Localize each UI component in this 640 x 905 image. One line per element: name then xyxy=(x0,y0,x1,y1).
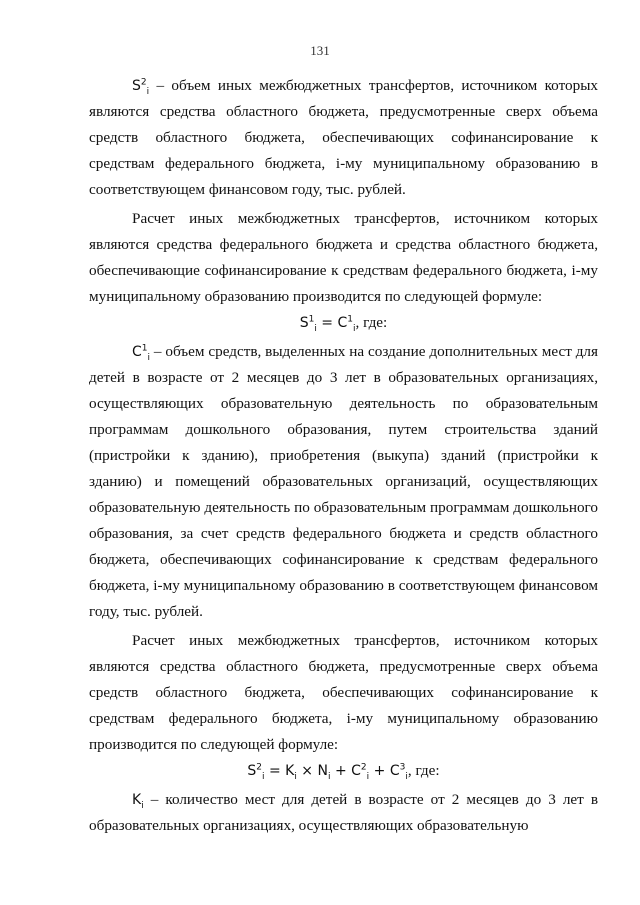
paragraph-text: – объем средств, выделенных на создание дополнительных мест для детей в возрасте от 2 месяцев до 3 лет в образовательных организациях, осуществляющих образовательную деятельность по образовательным программам дошкольного образования, путем строительства зданий (пристройки к зданию), приобретения (выкупа) зданий (пристройки к зданию) и помещений образовательных организаций, осуществляющих образовательную деятельность по образовательным программам дошкольного образования, за счет средств федерального бюджета и средств областного бюджета, обеспечивающих софинансирование к средствам федерального бюджета, i-му муниципальному образованию в соответствующем финансовом году, тыс. рублей. xyxy=(89,343,598,620)
paragraph-c1-definition xyxy=(89,339,598,625)
symbol-s: $S^2_i$ xyxy=(132,77,150,97)
symbol-c: $C^1_i$ xyxy=(132,343,151,363)
page-number: 131 xyxy=(310,43,330,58)
paragraph-text: – количество мест для детей в возрасте от 2 месяцев до 3 лет в образовательных организациях, осуществляющих образовательную xyxy=(89,791,598,834)
formula-s1: $S^1_i = C^1_i$, где: xyxy=(299,314,388,334)
symbol-k: $K_i$ xyxy=(132,792,144,811)
paragraph-calculation-intro-2: Расчет иных межбюджетных трансфертов, источником которых являются средства областного бюджета, предусмотренные сверх объема средств областного бюджета, обеспечивающих софинансирование к средствам федерального бюджета, i-му муниципальному образованию производится по следующей формуле: xyxy=(89,632,598,753)
document-body xyxy=(89,73,598,839)
paragraph-calculation-intro-1: Расчет иных межбюджетных трансфертов, источником которых являются средства федерального бюджета и средства областного бюджета, обеспечивающие софинансирование к средствам федерального бюджета, i-му муниципальному образованию производится по следующей формуле: xyxy=(89,210,598,305)
paragraph-k-definition xyxy=(89,787,598,839)
paragraph-s2-definition xyxy=(89,73,598,203)
formula-s2: $S^2_i = K_i \times N_i + C^2_i + C^3_i$, где: xyxy=(247,762,440,782)
paragraph-text: – объем иных межбюджетных трансфертов, источником которых являются средства областного бюджета, предусмотренные сверх объема средств областного бюджета, обеспечивающих софинансирование к средствам федерального бюджета, i-му муниципальному образованию в соответствующем финансовом году, тыс. рублей. xyxy=(89,77,598,198)
